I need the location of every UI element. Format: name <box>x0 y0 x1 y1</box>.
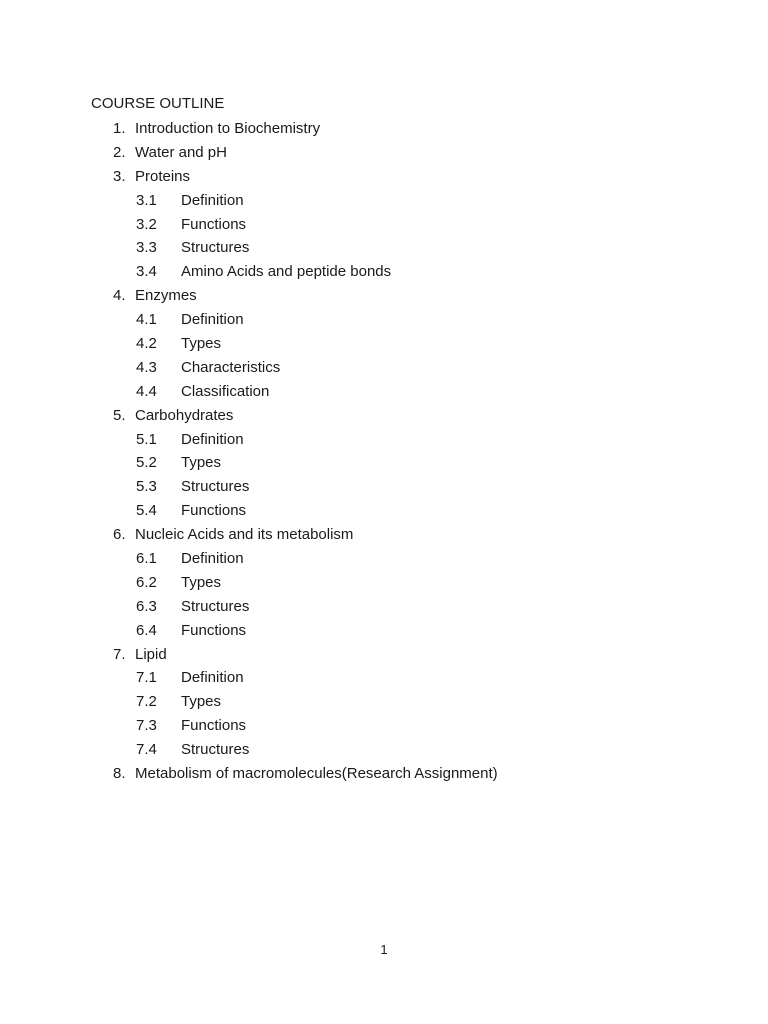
outline-subitem-number: 4.2 <box>136 335 157 353</box>
outline-item <box>91 523 711 547</box>
outline-subitem-number: 5.1 <box>136 430 157 448</box>
outline-subitem-label: Characteristics <box>181 358 281 376</box>
outline-subitem-label: Functions <box>181 215 247 233</box>
outline-subitem-label: Definition <box>181 430 244 448</box>
outline-subitem-label: Amino Acids and peptide bonds <box>181 263 392 281</box>
outline-subitem <box>91 595 711 619</box>
outline-subitem-number: 3.3 <box>136 239 157 257</box>
outline-subitem <box>91 308 711 332</box>
outline-subitem <box>91 547 711 571</box>
outline-subitem <box>91 428 711 452</box>
outline-subitem <box>91 332 711 356</box>
outline-subitem-number: 7.3 <box>136 717 157 735</box>
outline-subitem-number: 6.1 <box>136 550 157 568</box>
outline-subitem-number: 3.4 <box>136 263 157 281</box>
outline-item-label: Nucleic Acids and its metabolism <box>135 526 354 544</box>
outline-subitem-number: 4.1 <box>136 311 157 329</box>
outline-item-number: 7. <box>113 645 126 663</box>
outline-subitem-number: 7.2 <box>136 693 157 711</box>
outline-subitem-label: Structures <box>181 478 250 496</box>
outline-subitem-label: Structures <box>181 741 250 759</box>
outline-subitem-label: Types <box>181 693 222 711</box>
outline-subitem <box>91 380 711 404</box>
outline-item-label: Proteins <box>135 167 191 185</box>
outline-item-number: 2. <box>113 143 126 161</box>
outline-subitem-label: Functions <box>181 621 247 639</box>
outline-subitem <box>91 475 711 499</box>
outline-subitem-number: 6.2 <box>136 573 157 591</box>
outline-subitem-label: Definition <box>181 311 244 329</box>
outline-subitem <box>91 666 711 690</box>
course-outline <box>91 93 711 786</box>
outline-subitem-label: Definition <box>181 191 244 209</box>
outline-item-label: Introduction to Biochemistry <box>135 120 321 137</box>
outline-subitem-number: 6.4 <box>136 621 157 639</box>
outline-subitem <box>91 499 711 523</box>
outline-subitem-number: 3.2 <box>136 215 157 233</box>
outline-subitem-label: Functions <box>181 717 247 735</box>
outline-item-label: Carbohydrates <box>135 406 234 424</box>
outline-subitem <box>91 690 711 714</box>
outline-item-label: Lipid <box>135 645 167 663</box>
outline-item-number: 3. <box>113 167 126 185</box>
outline-subitem-number: 3.1 <box>136 191 157 209</box>
outline-subitem-number: 5.3 <box>136 478 157 496</box>
outline-subitem-label: Structures <box>181 239 250 257</box>
outline-item <box>91 762 711 786</box>
outline-subitem <box>91 571 711 595</box>
outline-subitem <box>91 213 711 237</box>
outline-item-number: 6. <box>113 526 126 544</box>
outline-item-number: 8. <box>113 765 126 783</box>
page-title: COURSE OUTLINE <box>91 95 225 112</box>
outline-item <box>91 404 711 428</box>
outline-subitem-number: 4.3 <box>136 358 157 376</box>
outline-item-label: Enzymes <box>135 287 197 305</box>
outline-subitem-label: Definition <box>181 669 244 687</box>
outline-subitem-label: Classification <box>181 382 270 400</box>
outline-list <box>91 117 711 786</box>
outline-subitem-number: 4.4 <box>136 382 157 400</box>
outline-item-label: Water and pH <box>135 143 227 161</box>
outline-subitem-number: 5.2 <box>136 454 157 472</box>
outline-subitem-number: 5.4 <box>136 502 157 520</box>
outline-item <box>91 141 711 165</box>
outline-item <box>91 643 711 667</box>
outline-subitem-label: Structures <box>181 597 250 615</box>
outline-subitem <box>91 738 711 762</box>
outline-subitem-label: Types <box>181 454 222 472</box>
outline-subitem <box>91 356 711 380</box>
outline-subitem-number: 7.1 <box>136 669 157 687</box>
outline-item-number: 1. <box>113 120 126 137</box>
outline-subitem <box>91 451 711 475</box>
outline-subitem-label: Types <box>181 573 222 591</box>
outline-item-number: 4. <box>113 287 126 305</box>
outline-subitem-number: 7.4 <box>136 741 157 759</box>
outline-subitem-label: Functions <box>181 502 247 520</box>
outline-subitem-label: Types <box>181 335 222 353</box>
outline-item <box>91 284 711 308</box>
outline-subitem <box>91 260 711 284</box>
outline-subitem-number: 6.3 <box>136 597 157 615</box>
outline-subitem <box>91 189 711 213</box>
outline-subitem <box>91 714 711 738</box>
outline-subitem <box>91 619 711 643</box>
outline-subitem-label: Definition <box>181 550 244 568</box>
page-number: 1 <box>380 942 388 957</box>
outline-subitem <box>91 236 711 260</box>
outline-item <box>91 165 711 189</box>
outline-item-number: 5. <box>113 406 126 424</box>
outline-item-label: Metabolism of macromolecules(Research Assignment) <box>135 765 498 783</box>
outline-item <box>91 117 711 141</box>
